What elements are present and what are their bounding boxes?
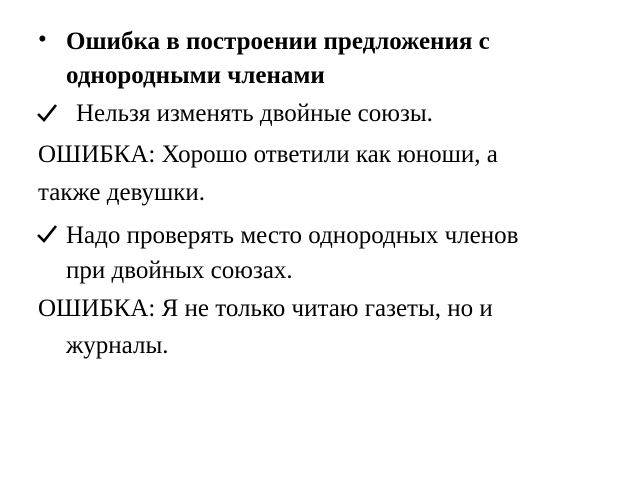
rule-2-line-2: при двойных союзах. — [66, 257, 293, 284]
checkmark-icon — [36, 102, 58, 124]
error-2-line-1: ОШИБКА: Я не только читаю газеты, но и — [38, 295, 493, 322]
error-1-line-1: ОШИБКА: Хорошо ответили как юноши, а — [38, 141, 498, 168]
error-2-line-2: журналы. — [66, 332, 169, 359]
error-1-line-2: также девушки. — [38, 179, 206, 206]
bullet-dot-icon: • — [38, 26, 47, 53]
rule-1-text: Нельзя изменять двойные союзы. — [76, 100, 433, 127]
heading-line-2: однородными членами — [66, 62, 325, 89]
rule-2-line-1: Надо проверять место однородных членов — [66, 222, 519, 249]
heading-line-1: Ошибка в построении предложения с — [66, 28, 490, 55]
checkmark-icon — [36, 223, 58, 245]
